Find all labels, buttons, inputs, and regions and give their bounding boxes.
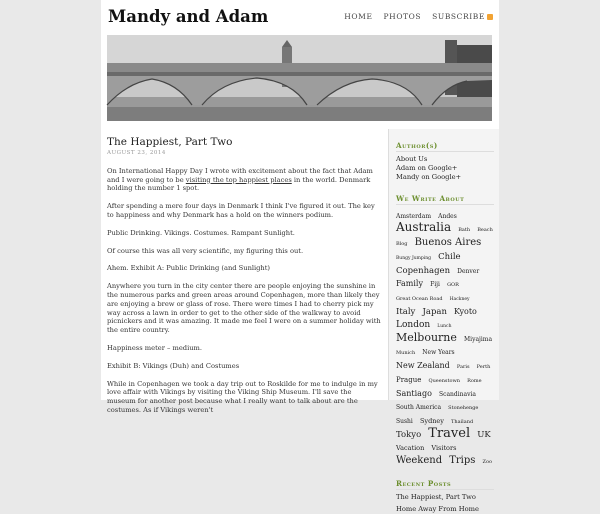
nav-subscribe-label: SUBSCRIBE bbox=[432, 12, 485, 21]
recent-post-link[interactable]: The Happiest, Part Two bbox=[396, 493, 476, 501]
tag-link[interactable]: Kyoto bbox=[454, 307, 477, 316]
tag-link[interactable]: Blog bbox=[396, 241, 408, 247]
post-paragraph: Happiness meter – medium. bbox=[107, 343, 203, 352]
p1-text-end: in the world. Denmark holding the number 1 spot. bbox=[107, 175, 371, 193]
post-paragraph: Exhibit B: Vikings (Duh) and Costumes bbox=[107, 361, 240, 370]
post-content bbox=[107, 129, 382, 424]
tag-link[interactable]: Rome bbox=[467, 378, 482, 384]
tag-link[interactable]: Munich bbox=[396, 350, 416, 356]
tag-link[interactable]: Bungy Jumping bbox=[396, 256, 432, 261]
tag-link[interactable]: Weekend bbox=[396, 455, 443, 466]
post-paragraph: While in Copenhagen we took a day trip out to Roskilde for me to indulge in my love affair with Vikings by visiting the Viking Ship Museum. I'll save the museum for another post because what I really want to talk about are the costumes. As if Vikings weren't bbox=[107, 379, 378, 414]
tag-link[interactable]: Melbourne bbox=[396, 331, 457, 344]
tag-link[interactable]: South America bbox=[396, 404, 442, 411]
post-date: AUGUST 23, 2014 bbox=[107, 150, 166, 156]
post-paragraph bbox=[107, 167, 382, 193]
tag-link[interactable]: Perth bbox=[476, 364, 491, 370]
tag-link[interactable]: Family bbox=[396, 279, 423, 288]
tag-link[interactable]: Chile bbox=[438, 252, 461, 262]
p1-text-start: On International Happy Day I wrote with excitement about the fact that Adam and I were going to be bbox=[107, 166, 373, 184]
tag-link[interactable]: Bath bbox=[458, 227, 471, 233]
tag-link[interactable]: Vacation bbox=[396, 444, 425, 452]
tag-link[interactable]: Scandinavia bbox=[438, 391, 476, 398]
post-paragraph: Of course this was all very scientific, my figuring this out. bbox=[107, 246, 304, 255]
recent-posts-heading: Recent Posts bbox=[396, 479, 494, 490]
tag-link[interactable]: Travel bbox=[428, 426, 471, 441]
tag-link[interactable]: Sydney bbox=[419, 417, 444, 425]
tag-link[interactable]: Tokyo bbox=[396, 430, 422, 440]
tag-link[interactable]: Sushi bbox=[396, 418, 413, 425]
tag-link[interactable]: Prague bbox=[396, 376, 422, 384]
tags-heading: We Write About bbox=[396, 194, 494, 205]
tag-cloud bbox=[396, 208, 496, 467]
tag-link[interactable]: Paris bbox=[456, 364, 470, 370]
nav-home[interactable]: HOME bbox=[344, 12, 373, 21]
post-title[interactable]: The Happiest, Part Two bbox=[107, 136, 233, 148]
tag-link[interactable]: London bbox=[396, 320, 431, 330]
authors-list bbox=[396, 155, 499, 182]
tag-link[interactable]: Beach bbox=[477, 227, 493, 233]
sidebar bbox=[388, 129, 499, 513]
post-paragraph: After spending a mere four days in Denmark I think I've figured it out. The key to happiness and why Denmark has a hold on the winners podium. bbox=[107, 202, 375, 219]
authors-heading: Author(s) bbox=[396, 141, 494, 152]
tag-link[interactable]: Thailand bbox=[451, 419, 474, 425]
tag-link[interactable]: Japan bbox=[422, 307, 447, 317]
tag-link[interactable]: Buenos Aires bbox=[414, 237, 482, 248]
site-title[interactable]: Mandy and Adam bbox=[108, 7, 269, 26]
tag-link[interactable]: Andes bbox=[438, 213, 457, 220]
tag-link[interactable]: UK bbox=[477, 430, 491, 440]
tag-link[interactable]: Stonehenge bbox=[448, 405, 479, 411]
tag-link[interactable]: Queenstown bbox=[428, 378, 461, 384]
recent-posts-list bbox=[396, 493, 499, 514]
tag-link[interactable]: Zoo bbox=[482, 459, 492, 465]
tag-link[interactable]: Great Ocean Road bbox=[396, 296, 443, 302]
bridge-photo bbox=[107, 35, 492, 121]
author-link[interactable]: Adam on Google+ bbox=[396, 164, 458, 172]
rss-icon bbox=[487, 14, 493, 20]
tag-link[interactable]: Santiago bbox=[396, 389, 432, 398]
post-paragraph: Public Drinking. Vikings. Costumes. Rampant Sunlight. bbox=[107, 228, 295, 237]
tag-link[interactable]: Hackney bbox=[449, 297, 470, 302]
post-paragraph: Ahem. Exhibit A: Public Drinking (and Sunlight) bbox=[107, 264, 271, 273]
tag-link[interactable]: Denver bbox=[457, 268, 480, 275]
tag-link[interactable]: Lunch bbox=[437, 324, 452, 329]
tag-link[interactable]: Fiji bbox=[430, 281, 440, 288]
author-link[interactable]: Mandy on Google+ bbox=[396, 173, 462, 181]
recent-post-link[interactable]: Home Away From Home bbox=[396, 505, 479, 513]
tag-link[interactable]: Visitors bbox=[431, 444, 457, 452]
tag-link[interactable]: Trips bbox=[449, 455, 476, 466]
page bbox=[101, 0, 499, 513]
tag-link[interactable]: New Zealand bbox=[396, 361, 450, 370]
happiest-places-link[interactable]: visiting the top happiest places bbox=[185, 175, 292, 184]
header-bridge-image bbox=[107, 35, 492, 121]
nav-photos[interactable]: PHOTOS bbox=[383, 12, 422, 21]
tag-link[interactable]: Italy bbox=[396, 307, 416, 317]
nav-subscribe[interactable] bbox=[432, 12, 493, 21]
author-link[interactable]: About Us bbox=[396, 155, 428, 163]
tag-link[interactable]: Copenhagen bbox=[396, 266, 451, 276]
tag-link[interactable]: Amsterdam bbox=[396, 213, 432, 220]
tag-link[interactable]: Australia bbox=[396, 220, 452, 234]
tag-link[interactable]: Miyajima bbox=[464, 336, 493, 343]
tag-link[interactable]: GOR bbox=[447, 282, 459, 288]
main-nav bbox=[344, 12, 493, 21]
tag-link[interactable]: New Years bbox=[422, 349, 455, 356]
post-paragraph: Anywhere you turn in the city center there are people enjoying the sunshine in the numerous parks and green areas around Copenhagen, more than likely they are enjoying a brew or glass of rose. There were times I had to cherry pick my way across a lawn in order to get to the other side of the walkway to avoid picnickers and it was amazing. It made me feel I were on a summer holiday with the entire country. bbox=[107, 282, 381, 335]
